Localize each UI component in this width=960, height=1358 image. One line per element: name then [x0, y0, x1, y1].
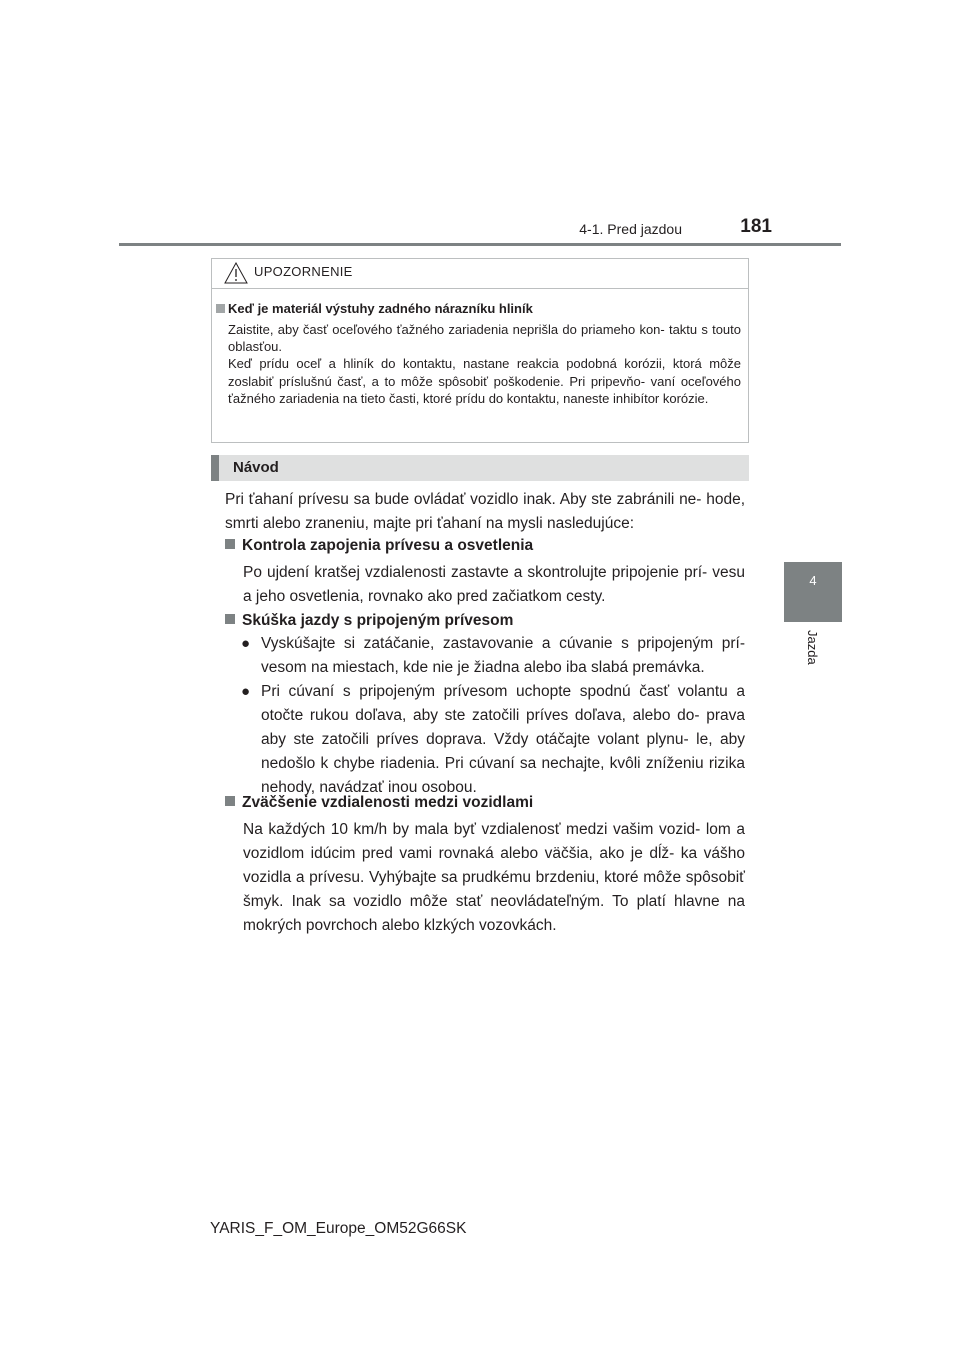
warning-box [211, 258, 749, 443]
section-heading-text: Kontrola zapojenia prívesu a osvetlenia [242, 537, 534, 554]
list-item: Pri cúvaní s pripojeným prívesom uchopte spodnú časť volantu a otočte rukou doľava, aby ste zatočili príves doľava, alebo do- prava aby ste zatočili príves doprava. Vždy otáčajte volant plynu- le, aby nedošlo k chybe riadenia. Pri cúvaní sa nechajte, kvôli zníženiu rizika nehody, navádzať inou osobou. [261, 683, 745, 796]
section-heading-text: Skúška jazdy s pripojeným prívesom [242, 612, 514, 629]
square-bullet-icon [225, 614, 235, 624]
round-bullet-icon: ● [241, 635, 251, 652]
warning-body [228, 321, 741, 407]
chapter-tab-block [784, 562, 842, 622]
warning-subheading-text: Keď je materiál výstuhy zadného nárazníku hliník [228, 301, 533, 316]
warning-header [212, 259, 748, 289]
warning-title: UPOZORNENIE [254, 264, 353, 279]
square-bullet-icon [216, 304, 225, 313]
section-title: 4-1. Pred jazdou [579, 221, 682, 237]
header-divider [119, 243, 841, 246]
round-bullet-icon: ● [241, 683, 251, 700]
warning-paragraph: Keď prídu oceľ a hliník do kontaktu, nastane reakcia podobná korózii, ktorá môže zoslabiť príslušnú časť, a to môže spôsobiť poškodenie. Pri pripevňo- vaní oceľového ťažného zariadenia na tieto časti, ktoré prídu do kontaktu, naneste inhibítor korózie. [228, 356, 741, 406]
navod-heading-bar [211, 455, 749, 481]
footer-doc-code: YARIS_F_OM_Europe_OM52G66SK [210, 1220, 467, 1237]
section-heading-trailer-check [225, 537, 533, 555]
chapter-name: Jazda [805, 630, 820, 665]
section-heading-test-drive [225, 612, 513, 630]
warning-subheading [216, 301, 533, 316]
page-number: 181 [740, 216, 772, 237]
square-bullet-icon [225, 796, 235, 806]
section-heading-distance [225, 794, 533, 812]
warning-triangle-icon [224, 262, 248, 284]
square-bullet-icon [225, 539, 235, 549]
navod-title: Návod [233, 459, 279, 476]
intro-paragraph: Pri ťahaní prívesu sa bude ovládať vozidlo inak. Aby ste zabránili ne- hode, smrti alebo zraneniu, majte pri ťahaní na mysli nasledujúce: [225, 491, 745, 532]
section-paragraph: Na každých 10 km/h by mala byť vzdialenosť medzi vašim vozid- lom a vozidlom idúcim pred vami rovnaká alebo väčšia, ako je dĺž- ka vášho vozidla a prívesu. Vyhýbajte sa prudkému brzdeniu, ktoré môže spôsobiť šmyk. Inak sa vozidlo môže stať neovládateľným. To platí hlavne na mokrých povrchoch alebo klzkých vozovkách. [243, 821, 745, 934]
list-item: Vyskúšajte si zatáčanie, zastavovanie a cúvanie s pripojeným prí- vesom na miestach, kde nie je žiadna alebo iba slabá premávka. [261, 635, 745, 676]
chapter-number: 4 [809, 573, 817, 588]
warning-paragraph: Zaistite, aby časť oceľového ťažného zariadenia neprišla do priameho kon- taktu s touto oblasťou. [228, 322, 741, 355]
section-paragraph: Po ujdení kratšej vzdialenosti zastavte a skontrolujte pripojenie prí- vesu a jeho osvetlenia, rovnako ako pred začiatkom cesty. [243, 564, 745, 605]
section-heading-text: Zväčšenie vzdialenosti medzi vozidlami [242, 794, 534, 811]
